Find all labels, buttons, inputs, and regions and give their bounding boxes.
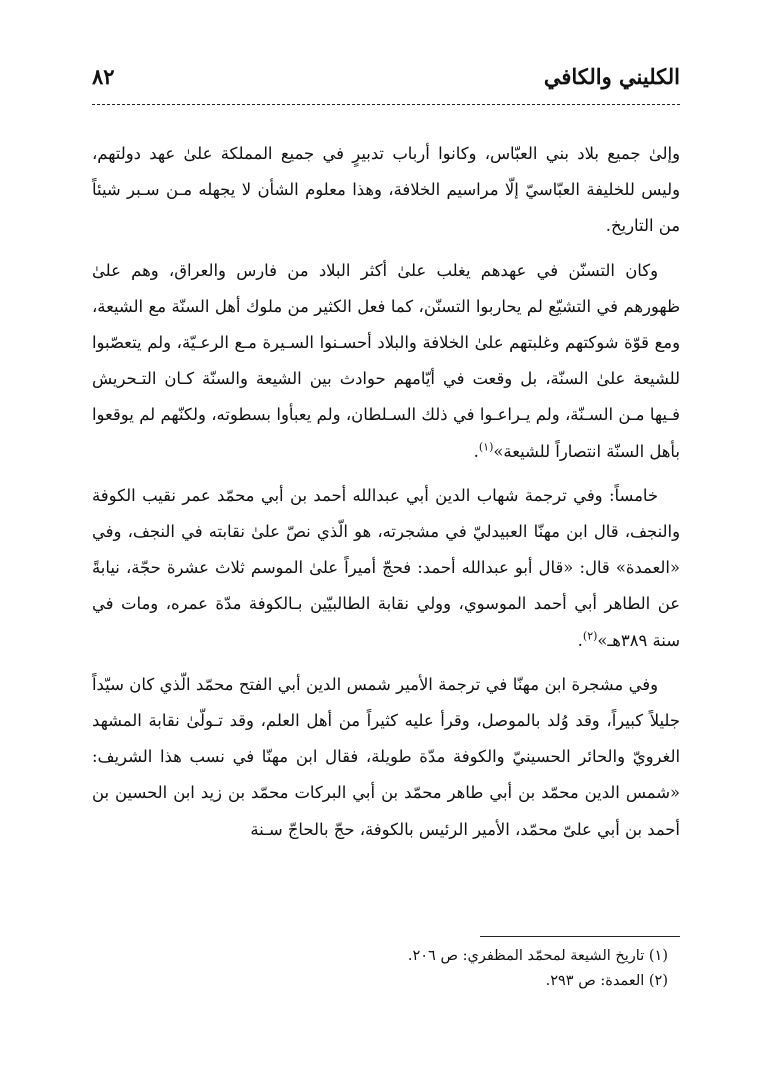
header-divider bbox=[92, 104, 680, 105]
page-number: ٨٢ bbox=[92, 64, 115, 89]
running-title: الكليني والكافي bbox=[543, 64, 680, 89]
footnote-divider bbox=[480, 936, 680, 937]
paragraph-2-text: وكان التسنّن في عهدهم يغلب علىٰ أكثر البلاد من فارس والعراق، وهم علىٰ ظهورهم في التشيّع لم يحاربوا التسنّن، كما فعل الكثير من ملوك أهل السنّة مع الشيعة، ومع قوّة شوكتهم وغلبتهم علىٰ الخلافة والبلاد أحسـنوا السـيرة مـع الرعـيّة، ولم يتعصّبوا للشيعة علىٰ السنّة، بل وقعت في أيّامهم حوادث بين الشيعة والسنّة كـان التـحريش فـيها مـن السـنّة، ولم يـراعـوا في ذلك السـلطان، ولم يعبأوا بسطوته، ولكنّهم لم يوقعوا بأهل السنّة انتصاراً للشيعة» bbox=[92, 260, 680, 461]
paragraph-3 bbox=[92, 478, 680, 659]
main-text bbox=[92, 136, 680, 856]
paragraph-4: وفي مشجرة ابن مهنّا في ترجمة الأمير شمس الدين أبي الفتح محمّد الّذي كان سيّداً جليلاً كبيراً، وقد وُلد بالموصل، وقرأ عليه كثيراً من أهل العلم، وقد تـولّىٰ نقابة المشهد الغرويّ والحائر الحسينيّ والكوفة مدّة طويلة، فقال ابن مهنّا في نسب هذا الشريف: «شمس الدين محمّد بن أبي طاهر محمّد بن أبي البركات محمّد بن زيد ابن الحسين بن أحمد بن أبي علىّ محمّد، الأمير الرئيس بالكوفة، حجّ بالحاجّ سـنة bbox=[92, 674, 680, 839]
footnote-ref-2: (٢) bbox=[582, 629, 598, 643]
paragraph-1: وإلىٰ جميع بلاد بني العبّاس، وكانوا أرباب تدبيرٍ في جميع المملكة علىٰ عهد دولتهم، وليس للخليفة العبّاسيّ إلّا مراسيم الخلافة، وهذا معلوم الشأن لا يجهله مـن سـبر شيئاً من التاريخ. bbox=[92, 144, 680, 236]
paragraph-2 bbox=[92, 253, 680, 470]
footnote-ref-1: (١) bbox=[478, 440, 494, 454]
footnotes bbox=[92, 944, 668, 994]
footnote-2: (٢) العمدة: ص ٢٩٣. bbox=[545, 973, 668, 989]
footnote-1: (١) تاريخ الشيعة لمحمّد المظفري: ص ٢٠٦. bbox=[407, 948, 668, 964]
paragraph-3-end: . bbox=[577, 630, 583, 650]
page-header bbox=[92, 60, 680, 100]
paragraph-2-end: . bbox=[473, 441, 479, 461]
paragraph-3-text: خامساً: وفي ترجمة شهاب الدين أبي عبدالله أحمد بن أبي محمّد عمر نقيب الكوفة والنجف، قال ابن مهنّا العبيدليّ في مشجرته، هو الّذي نصّ علىٰ نقابته في النجف، وفي «العمدة» قال: «قال أبو عبدالله أحمد: فحجّ أميراً علىٰ الموسم ثلاث عشرة حجّة، نيابةً عن الطاهر أبي أحمد الموسوي، وولي نقابة الطالبيّين بـالكوفة مدّة عمره، ومات في سنة ٣٨٩هـ» bbox=[92, 485, 680, 650]
